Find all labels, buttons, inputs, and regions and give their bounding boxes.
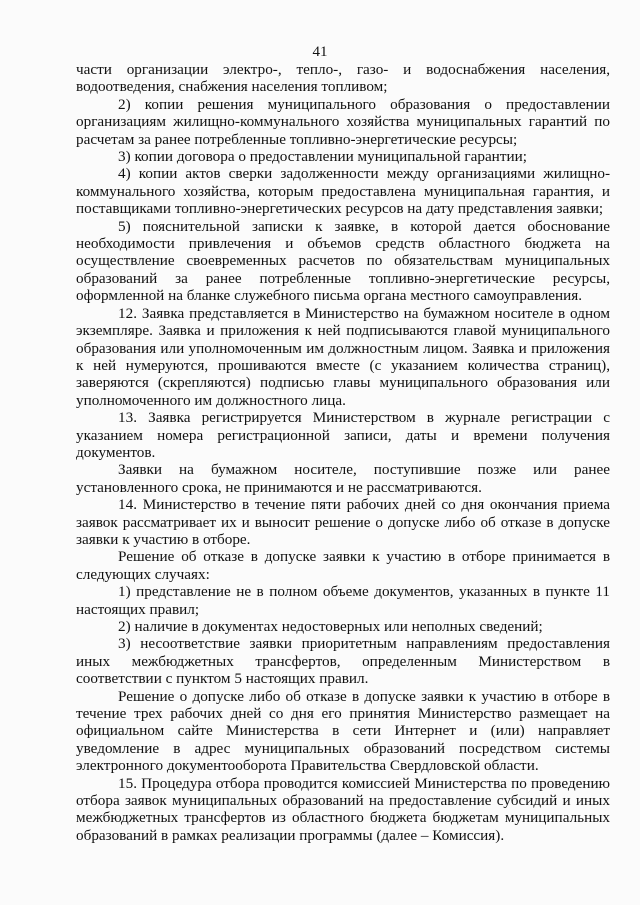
paragraph-late-applications: Заявки на бумажном носителе, поступившие позже или ранее установленного срока, не принимаются и не рассматриваются. bbox=[76, 461, 610, 496]
paragraph-clause-15: 15. Процедура отбора проводится комиссией Министерства по проведению отбора заявок муниципальных образований на предоставление субсидий и иных межбюджетных трансфертов из областного бюджета бюджетам муниципальных образований в рамках реализации программы (далее – Комиссия). bbox=[76, 774, 610, 844]
page-number: 41 bbox=[312, 44, 328, 60]
document-body bbox=[76, 61, 610, 844]
paragraph-clause-14: 14. Министерство в течение пяти рабочих дней со дня окончания приема заявок рассматривает их и выносит решение о допуске либо об отказе в допуске заявки к участию в отборе. bbox=[76, 496, 610, 548]
paragraph-item-3: 3) копии договора о предоставлении муниципальной гарантии; bbox=[118, 148, 527, 166]
paragraph-decision-publication: Решение о допуске либо об отказе в допуске заявки к участию в отборе в течение трех рабочих дней со дня его принятия Министерство размещает на официальном сайте Министерства в сети Интернет и (или) направляет уведомление в адрес муниципальных образований посредством системы электронного документооборота Правительства Свердловской области. bbox=[76, 687, 610, 775]
paragraph-clause-12: 12. Заявка представляется в Министерство на бумажном носителе в одном экземпляре. Заявка и приложения к ней подписываются главой муниципального образования или уполномоченным им должностным лицом. Заявка и приложения к ней нумеруются, прошиваются вместе (с указанием количества страниц), заверяются (скрепляются) подписью главы муниципального образования или уполномоченного им должностного лица. bbox=[76, 304, 610, 409]
paragraph-refusal-cases: Решение об отказе в допуске заявки к участию в отборе принимается в следующих случаях: bbox=[76, 548, 610, 583]
paragraph-item-2: 2) копии решения муниципального образования о предоставлении организациям жилищно-коммунального хозяйства муниципальных гарантий по расчетам за ранее потребленные топливно-энергетические ресурсы; bbox=[76, 95, 610, 148]
paragraph-item-4: 4) копии актов сверки задолженности между организациями жилищно-коммунального хозяйства, которым предоставлена муниципальная гарантия, и поставщиками топливно-энергетических ресурсов на дату представления заявки; bbox=[76, 165, 610, 218]
paragraph-item-5: 5) пояснительной записки к заявке, в которой дается обоснование необходимости привлечения и объемов средств областного бюджета на осуществление своевременных расчетов по обязательствам муниципальных образований за ранее потребленные топливно-энергетические ресурсы, оформленной на бланке служебного письма органа местного самоуправления. bbox=[76, 217, 610, 305]
paragraph-case-1: 1) представление не в полном объеме документов, указанных в пункте 11 настоящих правил; bbox=[76, 583, 610, 618]
paragraph-case-2: 2) наличие в документах недостоверных или неполных сведений; bbox=[118, 618, 543, 635]
paragraph-continuation: части организации электро-, тепло-, газо- и водоснабжения населения, водоотведения, снабжения населения топливом; bbox=[76, 61, 610, 96]
paragraph-clause-13: 13. Заявка регистрируется Министерством в журнале регистрации с указанием номера регистрационной записи, даты и времени получения документов. bbox=[76, 409, 610, 461]
paragraph-case-3: 3) несоответствие заявки приоритетным направлениям предоставления иных межбюджетных трансфертов, определенным Министерством в соответствии с пунктом 5 настоящих правил. bbox=[76, 635, 610, 688]
